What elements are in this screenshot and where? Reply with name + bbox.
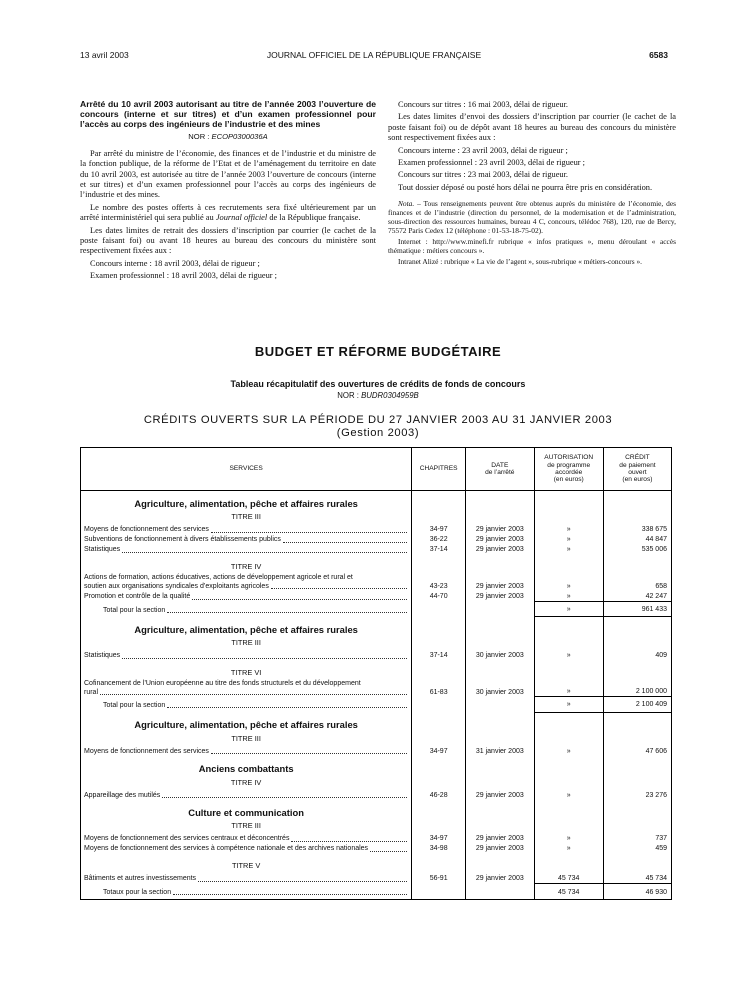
cell-autorisation [534,712,603,731]
cell-service [81,591,412,602]
cell-chapitre: 43-23 [412,574,466,591]
titre-heading: TITRE VI [230,667,262,677]
leader-dots [167,707,407,708]
cell-autorisation [534,800,603,819]
cell-date [466,697,535,712]
service-leader-line [84,536,408,544]
cell-credit: 2 100 000 [603,680,671,697]
cell-chapitre [412,732,466,746]
table-row [81,790,672,800]
titre-heading: TITRE III [231,638,261,648]
table-row [81,746,672,756]
service-leader-line [84,792,408,800]
leader-dots [370,851,407,852]
table-row [81,545,672,555]
table-row [81,834,672,844]
nor-label: NOR : [188,132,210,142]
cell-date [466,636,535,650]
cell-service [81,834,412,844]
cell-total-autorisation: 45 734 [534,884,603,900]
leader-dots [192,599,407,600]
cell-credit [603,800,671,819]
cell-chapitre: 34-97 [412,834,466,844]
cell-chapitre: 44-70 [412,591,466,602]
table-row [81,591,672,602]
cell-credit [603,732,671,746]
ministry-heading-row [81,756,672,775]
cell-chapitre [412,555,466,574]
leader-dots [167,612,407,613]
service-leader-line [84,652,408,660]
cell-autorisation [534,510,603,524]
service-label: rural [84,688,99,696]
ministry-heading: Agriculture, alimentation, pêche et affaires rurales [134,719,358,731]
leader-dots [122,552,407,553]
cell-autorisation: » [534,574,603,591]
leader-dots [271,588,407,589]
ministry-heading: Agriculture, alimentation, pêche et affaires rurales [134,623,358,635]
table-row [81,535,672,545]
service-leader-line [84,546,408,554]
cell-chapitre: 37-14 [412,651,466,661]
titre-heading: TITRE IV [230,777,262,787]
cell-autorisation: » [534,535,603,545]
cell-autorisation [534,661,603,680]
service-leader-line [84,845,408,853]
period-line-1: CRÉDITS OUVERTS SUR LA PÉRIODE DU 27 JANVIER 2003 AU 31 JANVIER 2003 [143,414,613,426]
cell-credit [603,712,671,731]
titre-heading: TITRE III [231,821,261,831]
period-line-2: (Gestion 2003) [336,427,420,439]
cell-date [466,819,535,833]
cell-autorisation [534,491,603,511]
arrete-paragraph-5: Tout dossier déposé ou posté hors délai ne pourra être pris en considération. [398,182,653,192]
total-row [81,884,672,900]
cell-chapitre [412,697,466,712]
service-leader-line [84,748,408,756]
p2-part-b: de la République française. [267,213,361,223]
cell-total-label [81,697,412,712]
arrete-right-line-1: Concours sur titres : 16 mai 2003, délai de rigueur. [398,100,569,109]
cell-credit: 409 [603,651,671,661]
leader-dots [162,797,407,798]
cell-chapitre [412,756,466,775]
cell-total-credit: 2 100 409 [603,697,671,712]
cell-service [81,873,412,884]
cell-service [81,574,412,591]
left-column [80,100,376,284]
titre-heading-row [81,510,672,524]
service-label-line-1: Actions de formation, actions éducatives, actions de développement agricole et rural et [84,574,353,582]
cell-service [81,680,412,697]
cell-autorisation [534,854,603,873]
cell-date [466,661,535,680]
leader-dots [283,542,407,543]
cell-date: 29 janvier 2003 [466,844,535,854]
cell-date [466,854,535,873]
cell-chapitre: 34-98 [412,844,466,854]
cell-service [81,535,412,545]
service-label-line-1: Cofinancement de l’Union européenne au titre des fonds structurels et du développement [84,680,361,688]
cell-credit [603,819,671,833]
service-leader-line [84,875,408,883]
header-auth-line-4: (en euros) [553,476,584,484]
service-label: Moyens de fonctionnement des services [84,526,209,534]
ministry-heading-row [81,617,672,636]
leader-dots [291,841,407,842]
arrete-title: Arrêté du 10 avril 2003 autorisant au titre de l’année 2003 l’ouverture de concours (interne et sur titres) et d’un examen professionnel pour l’accès au corps des ingénieurs de l’industrie et des mines [80,99,376,129]
note-text: – Tous renseignements peuvent être obtenus auprès du ministère de l’économie, des finances et de l’industrie (direction du personnel, de la modernisation et de l’administration, sous-direction des ressources humaines, bureau 4 C, concours, télédoc 768), 120, rue de Bercy, 75572 Paris Cedex 12 (téléphone : 01-53-18-75-02). [388,199,676,236]
cell-autorisation [534,636,603,650]
cell-autorisation: » [534,790,603,800]
cell-chapitre: 36-22 [412,535,466,545]
ministry-heading: Agriculture, alimentation, pêche et affaires rurales [134,498,358,509]
cell-autorisation: » [534,680,603,697]
titre-heading-row [81,661,672,680]
cell-credit: 23 276 [603,790,671,800]
cell-date [466,491,535,511]
cell-date: 29 janvier 2003 [466,574,535,591]
cell-total-autorisation: » [534,602,603,617]
cell-autorisation [534,819,603,833]
leader-dots [122,658,407,659]
table-body [81,491,672,900]
table-header-row [81,448,672,491]
table-nor [80,391,676,400]
cell-date [466,756,535,775]
cell-autorisation: » [534,525,603,535]
cell-chapitre [412,776,466,790]
cell-total-credit: 961 433 [603,602,671,617]
cell-credit: 42 247 [603,591,671,602]
header-auth-line-3: accordée [555,469,583,476]
header-date-line-1: DATE [491,461,509,469]
cell-date: 29 janvier 2003 [466,873,535,884]
header-credit-line-2: de paiement [619,461,656,469]
arrete-right-line-2: Concours interne : 23 avril 2003, délai de rigueur ; [398,145,568,155]
header-credit [603,448,671,491]
service-leader-line [84,583,408,591]
cell-total-autorisation: » [534,697,603,712]
cell-credit: 535 006 [603,545,671,555]
cell-service [81,525,412,535]
page-header [80,50,668,64]
cell-service [81,746,412,756]
leader-dots [211,753,407,754]
header-autorisation [534,448,603,491]
cell-date: 31 janvier 2003 [466,746,535,756]
cell-autorisation: » [534,844,603,854]
table-row [81,574,672,591]
arrete-note [388,199,676,235]
service-leader-line [84,526,408,534]
total-row [81,602,672,617]
service-label: Bâtiments et autres investissements [84,875,197,883]
cell-credit [603,756,671,775]
cell-date [466,800,535,819]
table-row [81,680,672,697]
cell-credit [603,661,671,680]
titre-heading-row [81,854,672,873]
cell-autorisation [534,732,603,746]
cell-date: 29 janvier 2003 [466,525,535,535]
cell-date [466,617,535,636]
cell-credit: 338 675 [603,525,671,535]
cell-credit [603,854,671,873]
ministry-heading-row [81,712,672,731]
cell-chapitre [412,661,466,680]
service-label: Moyens de fonctionnement des services [84,747,209,755]
cell-service [81,844,412,854]
cell-credit [603,510,671,524]
arrete-paragraph-3: Les dates limites de retrait des dossiers d’inscription par courrier (le cachet de la poste faisant foi) ou avant 18 heures au bureau des concours du ministère sont respectivement fixées aux : [80,225,376,256]
cell-autorisation: » [534,746,603,756]
table-row [81,525,672,535]
table-row [81,651,672,661]
service-label: Moyens de fonctionnement des services centraux et déconcentrés [84,835,290,843]
cell-date [466,510,535,524]
cell-chapitre: 61-83 [412,680,466,697]
header-date [466,448,535,491]
header-page-number: 6583 [649,50,668,60]
cell-credit: 47 606 [603,746,671,756]
cell-chapitre [412,491,466,511]
cell-chapitre: 34-97 [412,525,466,535]
table-nor-code: BUDR0304959B [361,391,419,400]
header-date: 13 avril 2003 [80,50,129,60]
right-column [388,100,676,268]
cell-chapitre: 46-28 [412,790,466,800]
cell-autorisation: » [534,591,603,602]
cell-autorisation [534,617,603,636]
ministry-heading-row [81,800,672,819]
header-services: SERVICES [81,448,412,491]
cell-autorisation: » [534,834,603,844]
leader-dots [211,532,407,533]
cell-autorisation: » [534,545,603,555]
cell-date: 29 janvier 2003 [466,591,535,602]
titre-heading: TITRE III [231,512,261,522]
header-auth-line-2: de programme [547,461,591,469]
service-label: Subventions de fonctionnement à divers établissements publics [84,536,281,544]
cell-chapitre [412,712,466,731]
total-leader-line [103,702,408,710]
cell-autorisation: » [534,651,603,661]
total-leader-line [103,607,408,615]
cell-autorisation: 45 734 [534,873,603,884]
titre-heading: TITRE III [231,733,261,743]
cell-chapitre [412,510,466,524]
cell-credit: 658 [603,574,671,591]
cell-chapitre: 34-97 [412,746,466,756]
cell-date [466,732,535,746]
cell-date: 30 janvier 2003 [466,680,535,697]
cell-chapitre [412,854,466,873]
arrete-intranet: Intranet Alizé : rubrique « La vie de l’agent », sous-rubrique « métiers-concours ». [398,257,643,267]
table-row [81,873,672,884]
service-label: Moyens de fonctionnement des services à compétence nationale et des archives nationales [84,845,369,853]
leader-dots [100,694,407,695]
cell-chapitre [412,884,466,900]
arrete-paragraph-2 [80,203,376,224]
nor-code: ECOP0300036A [211,132,268,142]
cell-credit: 45 734 [603,873,671,884]
titre-heading-row [81,819,672,833]
cell-service [81,545,412,555]
cell-credit [603,776,671,790]
cell-chapitre [412,602,466,617]
cell-credit [603,555,671,574]
cell-autorisation [534,756,603,775]
cell-date [466,884,535,900]
cell-date: 29 janvier 2003 [466,834,535,844]
header-journal-title: JOURNAL OFFICIEL DE LA RÉPUBLIQUE FRANÇAISE [266,50,482,60]
cell-date [466,776,535,790]
service-leader-line [84,835,408,843]
cell-autorisation [534,776,603,790]
cell-total-credit: 46 930 [603,884,671,900]
cell-service [81,790,412,800]
cell-date: 30 janvier 2003 [466,651,535,661]
leader-dots [198,881,407,882]
cell-credit [603,636,671,650]
arrete-internet: Internet : http://www.minefi.fr rubrique « infos pratiques », menu déroulant « accès thématique : métiers concours ». [388,237,676,256]
header-credit-line-1: CRÉDIT [625,454,650,462]
cell-credit [603,617,671,636]
note-label: Nota. [398,199,415,209]
total-row [81,697,672,712]
cell-autorisation [534,555,603,574]
period-heading [80,414,676,440]
service-label: Statistiques [84,652,121,660]
cell-date: 29 janvier 2003 [466,545,535,555]
ministry-heading: Anciens combattants [198,763,294,775]
arrete-right-line-3: Examen professionnel : 23 avril 2003, délai de rigueur ; [398,158,585,168]
titre-heading-row [81,636,672,650]
header-auth-line-1: AUTORISATION [544,454,594,462]
cell-chapitre [412,819,466,833]
p2-journal: Journal officiel [215,213,268,223]
titre-heading: TITRE IV [230,561,262,571]
service-label: soutien aux organisations syndicales d’exploitants agricoles [84,582,269,590]
cell-credit: 737 [603,834,671,844]
service-label: Promotion et contrôle de la qualité [84,593,191,601]
cell-date [466,555,535,574]
arrete-paragraph-1: Par arrêté du ministre de l’économie, des finances et de l’industrie et du ministre de la fonction publique, de la réforme de l’Etat et de l’aménagement du territoire en date du 10 avril 2003, est autorisée au titre de l’année 2003 l’ouverture de concours (interne et sur titres) et d’un examen professionnel pour l’accès au corps des ingénieurs de l’industrie et des mines. [80,148,376,200]
cell-credit [603,491,671,511]
cell-chapitre: 37-14 [412,545,466,555]
cell-date [466,712,535,731]
header-credit-line-4: (en euros) [622,476,653,484]
service-label: Appareillage des mutilés [84,791,161,799]
cell-date: 29 janvier 2003 [466,535,535,545]
ministry-heading: Culture et communication [188,807,304,818]
service-label: Statistiques [84,546,121,554]
arrete-line-2: Examen professionnel : 18 avril 2003, délai de rigueur ; [90,271,277,281]
section-title: BUDGET ET RÉFORME BUDGÉTAIRE [254,344,502,359]
p2-part-a: Le nombre des postes offerts à ces recrutements sera fixé ultérieurement par un arrêté interministériel qui sera publié au [80,202,376,223]
cell-chapitre [412,617,466,636]
arrete-line-1: Concours interne : 18 avril 2003, délai de rigueur ; [90,258,260,268]
service-leader-line [84,593,408,601]
cell-credit: 44 847 [603,535,671,545]
total-label: Total pour la section [103,606,166,614]
cell-total-label [81,602,412,617]
total-label: Totaux pour la section [103,888,172,896]
table-title: Tableau récapitulatif des ouvertures de crédits de fonds de concours [230,379,526,389]
credits-table [80,447,672,900]
cell-total-label [81,884,412,900]
cell-chapitre: 56-91 [412,873,466,884]
titre-heading-row [81,776,672,790]
leader-dots [173,894,407,895]
header-credit-line-3: ouvert [628,469,647,476]
titre-heading-row [81,732,672,746]
arrete-paragraph-4: Les dates limites d’envoi des dossiers d’inscription par courrier (le cachet de la poste faisant foi) ou de dépôt avant 18 heures au bureau des concours du ministère sont respectivement fixées aux : [388,112,676,143]
titre-heading: TITRE V [231,860,261,870]
cell-chapitre [412,800,466,819]
total-label: Total pour la section [103,701,166,709]
table-nor-label: NOR : [337,391,359,400]
cell-credit: 459 [603,844,671,854]
cell-date: 29 janvier 2003 [466,790,535,800]
cell-date [466,602,535,617]
header-date-line-2: de l’arrêté [485,469,515,476]
header-chapitres: CHAPITRES [412,448,466,491]
arrete-nor [80,132,376,142]
ministry-heading-row [81,491,672,511]
cell-chapitre [412,636,466,650]
total-leader-line [103,889,408,897]
service-leader-line [84,689,408,697]
cell-service [81,651,412,661]
arrete-right-line-4: Concours sur titres : 23 mai 2003, délai de rigueur. [398,170,569,180]
table-row [81,844,672,854]
titre-heading-row [81,555,672,574]
